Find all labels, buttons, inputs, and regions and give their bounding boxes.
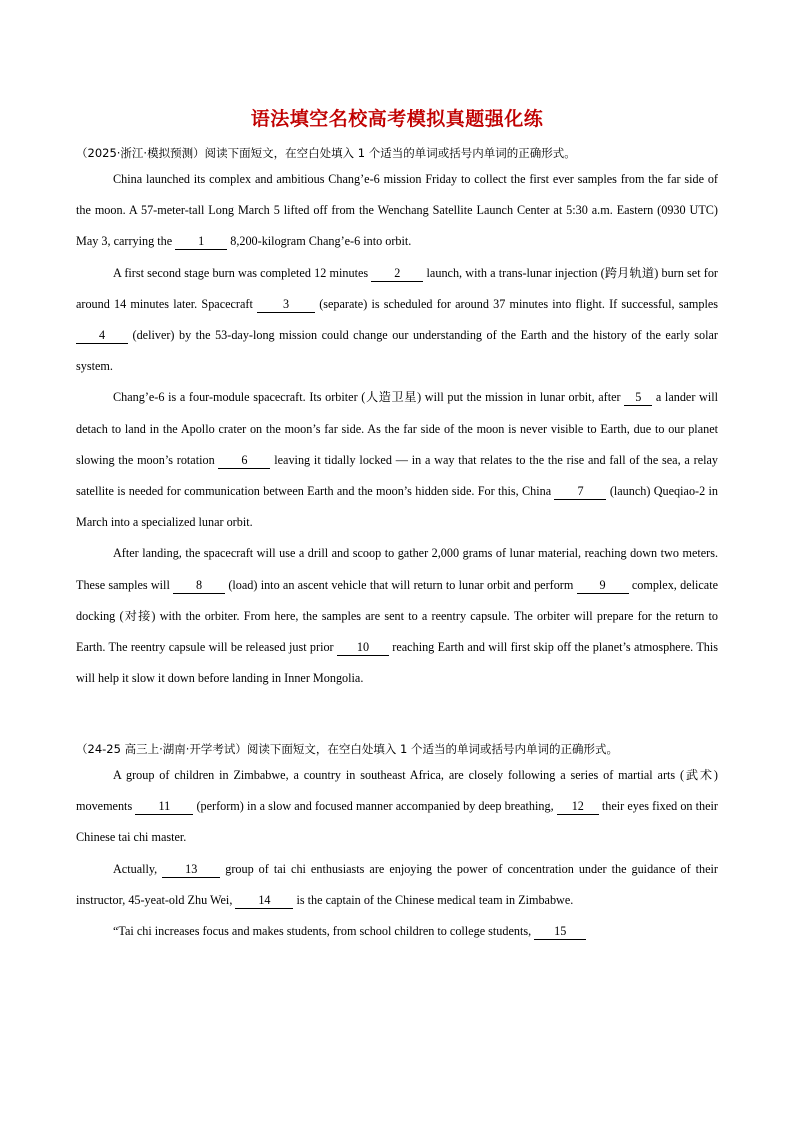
paragraph — [76, 164, 718, 258]
answer-blank-11[interactable]: 11 — [135, 799, 193, 815]
passage-text: A group of children in Zimbabwe, a country in southeast Africa, are closely following a series of martial arts (武术) movements — [76, 768, 718, 814]
paragraph — [76, 258, 718, 383]
exercise-section-2 — [76, 738, 718, 947]
answer-blank-7[interactable]: 7 — [554, 484, 606, 500]
passage-text: is the captain of the Chinese medical team in Zimbabwe. — [293, 892, 574, 907]
answer-blank-12[interactable]: 12 — [557, 799, 599, 815]
passage-text: (separate) is scheduled for around 37 minutes into flight. If successful, samples — [315, 296, 718, 311]
paragraph — [76, 854, 718, 916]
paragraph — [76, 916, 718, 947]
answer-blank-2[interactable]: 2 — [371, 266, 423, 282]
passage-text: (perform) in a slow and focused manner accompanied by deep breathing, — [193, 799, 557, 814]
paragraph — [76, 760, 718, 854]
passage-text: (launch) Queqiao-2 in March into a specialized lunar orbit. — [76, 484, 719, 530]
passage-text: “Tai chi increases focus and makes students, from school children to college students, — [113, 924, 535, 939]
passage-text: their eyes fixed on their Chinese tai chi master. — [76, 799, 718, 845]
paragraph — [76, 538, 718, 694]
answer-blank-10[interactable]: 10 — [337, 640, 389, 656]
answer-blank-14[interactable]: 14 — [235, 893, 293, 909]
passage-text: After landing, the spacecraft will use a drill and scoop to gather 2,000 grams of lunar material, reaching down two meters. These samples will — [76, 546, 718, 592]
answer-blank-4[interactable]: 4 — [76, 328, 128, 344]
passage-text: launch, with a trans-lunar injection (跨月轨道) burn set for around 14 minutes later. Spacecraft — [76, 265, 718, 311]
passage-text: Chang’e-6 is a four-module spacecraft. Its orbiter (人造卫星) will put the mission in lunar orbit, after — [113, 390, 625, 405]
passage-text: leaving it tidally locked — in a way that relates to the the rise and fall of the sea, a relay satellite is needed for communication between Earth and the moon’s hidden side. For this, China — [76, 452, 718, 499]
document-title: 语法填空名校高考模拟真题强化练 — [250, 108, 544, 130]
passage-text: (deliver) by the 53-day-long mission could change our understanding of the Earth and the history of the early solar system. — [76, 328, 718, 374]
source-line: （24-25 高三上·湖南·开学考试）阅读下面短文，在空白处填入 1 个适当的单词或括号内单词的正确形式。 — [76, 742, 619, 756]
answer-blank-15[interactable]: 15 — [534, 924, 586, 940]
passage-text: (load) into an ascent vehicle that will return to lunar orbit and perform — [225, 577, 577, 592]
passage-text: China launched its complex and ambitious Chang’e-6 mission Friday to collect the first ever samples from the far side of the moon. A 57-meter-tall Long March 5 lifted off from the Wenchang Satellite Launch Center at 5:30 a.m. Eastern (0930 UTC) May 3, carrying the — [76, 172, 718, 249]
answer-blank-6[interactable]: 6 — [218, 453, 270, 469]
passage-text: group of tai chi enthusiasts are enjoying the power of concentration under the guidance of their instructor, 45-yeat-old Zhu Wei, — [76, 861, 718, 907]
answer-blank-9[interactable]: 9 — [577, 578, 629, 594]
source-line: （2025·浙江·模拟预测）阅读下面短文，在空白处填入 1 个适当的单词或括号内单词的正确形式。 — [76, 146, 576, 160]
answer-blank-13[interactable]: 13 — [162, 862, 220, 878]
paragraph — [76, 382, 718, 538]
answer-blank-1[interactable]: 1 — [175, 234, 227, 250]
answer-blank-3[interactable]: 3 — [257, 297, 315, 313]
passage-text: 8,200-kilogram Chang’e-6 into orbit. — [227, 234, 412, 249]
answer-blank-8[interactable]: 8 — [173, 578, 225, 594]
passage-text: a lander will detach to land in the Apollo crater on the moon’s far side. As the far side of the moon is never visible to Earth, due to our planet slowing the moon’s rotation — [76, 390, 718, 467]
passage-text: complex, delicate docking (对接) with the orbiter. From here, the samples are sent to a reentry capsule. The orbiter will prepare for the return to Earth. The reentry capsule will be released just prior — [76, 577, 718, 655]
passage-text: Actually, — [113, 861, 163, 876]
answer-blank-5[interactable]: 5 — [624, 390, 652, 406]
exercise-section-1 — [76, 142, 718, 694]
passage-text: reaching Earth and will first skip off the planet’s atmosphere. This will help it slow it down before landing in Inner Mongolia. — [76, 640, 719, 686]
passage-text: A first second stage burn was completed 12 minutes — [113, 265, 372, 280]
